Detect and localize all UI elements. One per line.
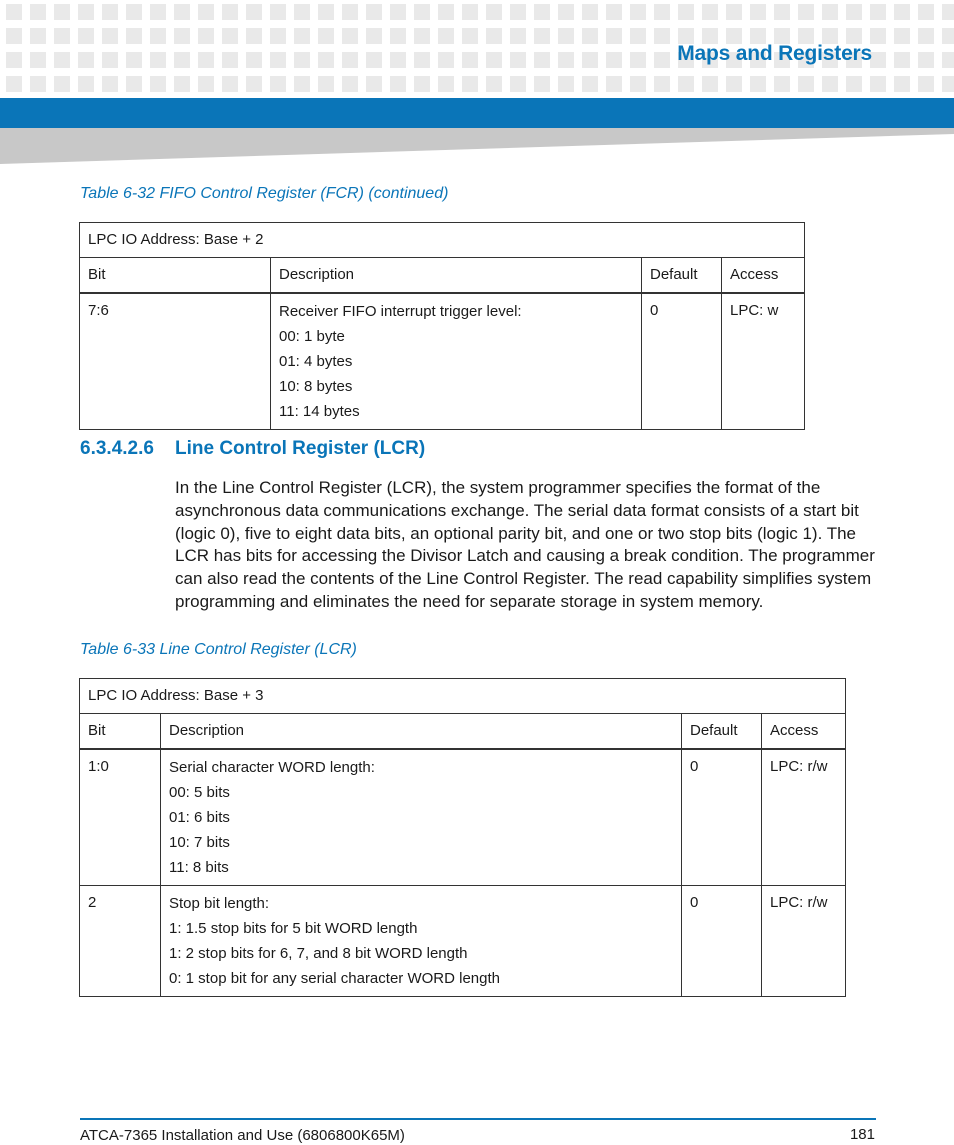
pattern-square xyxy=(246,4,262,20)
pattern-square xyxy=(630,28,646,44)
pattern-square xyxy=(318,4,334,20)
pattern-square xyxy=(102,28,118,44)
pattern-square xyxy=(702,4,718,20)
table-address-row xyxy=(80,679,846,714)
pattern-square xyxy=(198,4,214,20)
address-cell: LPC IO Address: Base + 2 xyxy=(80,223,805,258)
pattern-square xyxy=(222,76,238,92)
pattern-square xyxy=(750,76,766,92)
pattern-square xyxy=(174,28,190,44)
pattern-square xyxy=(582,28,598,44)
pattern-square xyxy=(510,52,526,68)
pattern-square xyxy=(510,28,526,44)
pattern-square xyxy=(486,76,502,92)
description-line: 1: 2 stop bits for 6, 7, and 8 bit WORD length xyxy=(169,945,468,962)
default-cell: 0 xyxy=(682,749,762,886)
pattern-square xyxy=(246,52,262,68)
description-line: 00: 1 byte xyxy=(279,328,345,345)
pattern-square xyxy=(486,52,502,68)
description-cell xyxy=(271,293,642,430)
pattern-square xyxy=(246,76,262,92)
bit-cell: 1:0 xyxy=(80,749,161,886)
pattern-square xyxy=(894,76,910,92)
pattern-square xyxy=(270,28,286,44)
pattern-square xyxy=(174,52,190,68)
pattern-square xyxy=(606,52,622,68)
pattern-square xyxy=(438,4,454,20)
column-header: Access xyxy=(762,714,846,750)
pattern-square xyxy=(822,4,838,20)
pattern-square xyxy=(318,28,334,44)
pattern-square xyxy=(918,76,934,92)
page-number: 181 xyxy=(849,1126,875,1143)
pattern-square xyxy=(942,52,954,68)
table-header-row xyxy=(80,714,846,750)
pattern-square xyxy=(582,76,598,92)
chapter-title: Maps and Registers xyxy=(677,42,872,65)
pattern-square xyxy=(942,76,954,92)
default-cell: 0 xyxy=(642,293,722,430)
pattern-square xyxy=(630,4,646,20)
pattern-square xyxy=(726,76,742,92)
pattern-square xyxy=(534,4,550,20)
pattern-square xyxy=(702,76,718,92)
pattern-square xyxy=(174,4,190,20)
table-row xyxy=(80,749,846,886)
pattern-square xyxy=(222,52,238,68)
description-line: 11: 8 bits xyxy=(169,859,229,876)
pattern-square xyxy=(582,4,598,20)
pattern-square xyxy=(534,52,550,68)
section-heading xyxy=(80,438,425,460)
pattern-square xyxy=(438,76,454,92)
pattern-square xyxy=(414,76,430,92)
pattern-square xyxy=(294,4,310,20)
pattern-square xyxy=(366,52,382,68)
default-cell: 0 xyxy=(682,886,762,997)
header-swoosh xyxy=(0,128,954,164)
pattern-square xyxy=(822,76,838,92)
pattern-square xyxy=(78,28,94,44)
pattern-square xyxy=(918,4,934,20)
column-header: Description xyxy=(271,258,642,294)
address-cell: LPC IO Address: Base + 3 xyxy=(80,679,846,714)
pattern-square xyxy=(366,76,382,92)
description-line: 01: 6 bits xyxy=(169,809,230,826)
pattern-square xyxy=(726,4,742,20)
pattern-square xyxy=(54,4,70,20)
pattern-square xyxy=(606,28,622,44)
pattern-square xyxy=(462,28,478,44)
pattern-square xyxy=(6,76,22,92)
pattern-square xyxy=(318,52,334,68)
pattern-square xyxy=(630,76,646,92)
description-line: 10: 8 bytes xyxy=(279,378,353,395)
pattern-square xyxy=(30,28,46,44)
pattern-square xyxy=(366,4,382,20)
pattern-square xyxy=(558,76,574,92)
pattern-square xyxy=(414,52,430,68)
column-header: Bit xyxy=(80,258,271,294)
pattern-square xyxy=(270,4,286,20)
pattern-square xyxy=(342,4,358,20)
pattern-square xyxy=(654,52,670,68)
pattern-square xyxy=(798,4,814,20)
pattern-square xyxy=(78,76,94,92)
pattern-square xyxy=(414,28,430,44)
pattern-square xyxy=(390,76,406,92)
pattern-square xyxy=(150,4,166,20)
pattern-square xyxy=(438,28,454,44)
pattern-square xyxy=(342,76,358,92)
pattern-square xyxy=(918,28,934,44)
pattern-square xyxy=(150,76,166,92)
pattern-square xyxy=(270,76,286,92)
access-cell: LPC: r/w xyxy=(762,749,846,886)
pattern-square xyxy=(270,52,286,68)
pattern-square xyxy=(198,52,214,68)
pattern-square xyxy=(750,4,766,20)
header-band xyxy=(0,98,954,128)
pattern-square xyxy=(78,4,94,20)
section-body: In the Line Control Register (LCR), the system programmer specifies the format of the asynchronous data communications exchange. The serial data format consists of a start bit (logic 0), five to eight data bits, an optional parity bit, and one or two stop bits (logic 1). The LCR has bits for accessing the Divisor Latch and causing a break condition. The programmer can also read the contents of the Line Control Register. The read capability simplifies system programming and eliminates the need for separate storage in system memory. xyxy=(175,478,875,611)
pattern-square xyxy=(558,52,574,68)
pattern-square xyxy=(414,4,430,20)
description-line: Stop bit length: xyxy=(169,895,270,912)
pattern-square xyxy=(894,4,910,20)
pattern-square xyxy=(246,28,262,44)
table-address-row xyxy=(80,223,805,258)
description-line: 0: 1 stop bit for any serial character WORD length xyxy=(169,970,500,987)
pattern-square xyxy=(102,52,118,68)
description-line: 10: 7 bits xyxy=(169,834,230,851)
description-line: Serial character WORD length: xyxy=(169,759,375,776)
footer-doc-title: ATCA-7365 Installation and Use (6806800K65M) xyxy=(80,1127,405,1144)
column-header: Default xyxy=(642,258,722,294)
pattern-square xyxy=(654,76,670,92)
pattern-square xyxy=(318,76,334,92)
pattern-square xyxy=(150,52,166,68)
table-row xyxy=(80,293,805,430)
pattern-square xyxy=(294,52,310,68)
section-number: 6.3.4.2.6 xyxy=(80,438,154,459)
pattern-square xyxy=(462,4,478,20)
column-header: Bit xyxy=(80,714,161,750)
pattern-square xyxy=(606,76,622,92)
pattern-square xyxy=(486,28,502,44)
pattern-square xyxy=(30,4,46,20)
section-title: Line Control Register (LCR) xyxy=(175,438,426,459)
column-header: Description xyxy=(161,714,682,750)
footer-rule xyxy=(80,1118,876,1120)
pattern-square xyxy=(342,52,358,68)
pattern-square xyxy=(870,52,886,68)
description-line: 11: 14 bytes xyxy=(279,403,360,420)
pattern-square xyxy=(102,76,118,92)
pattern-square xyxy=(606,4,622,20)
pattern-square xyxy=(798,76,814,92)
pattern-square xyxy=(534,28,550,44)
pattern-square xyxy=(678,76,694,92)
description-line: 1: 1.5 stop bits for 5 bit WORD length xyxy=(169,920,418,937)
pattern-square xyxy=(894,52,910,68)
pattern-square xyxy=(126,76,142,92)
description-line: Receiver FIFO interrupt trigger level: xyxy=(279,303,522,320)
bit-cell: 2 xyxy=(80,886,161,997)
pattern-square xyxy=(630,52,646,68)
pattern-square xyxy=(294,76,310,92)
bit-cell: 7:6 xyxy=(80,293,271,430)
pattern-square xyxy=(558,28,574,44)
description-cell xyxy=(161,749,682,886)
column-header: Default xyxy=(682,714,762,750)
access-cell: LPC: w xyxy=(722,293,805,430)
pattern-square xyxy=(510,4,526,20)
pattern-square xyxy=(462,76,478,92)
pattern-square xyxy=(654,28,670,44)
table-header-row xyxy=(80,258,805,294)
pattern-square xyxy=(870,4,886,20)
pattern-square xyxy=(390,4,406,20)
pattern-square xyxy=(366,28,382,44)
pattern-square xyxy=(654,4,670,20)
pattern-square xyxy=(102,4,118,20)
pattern-square xyxy=(534,76,550,92)
pattern-square xyxy=(6,28,22,44)
pattern-square xyxy=(222,28,238,44)
pattern-square xyxy=(30,76,46,92)
pattern-square xyxy=(78,52,94,68)
pattern-square xyxy=(870,76,886,92)
pattern-square xyxy=(558,4,574,20)
pattern-square xyxy=(6,4,22,20)
pattern-square xyxy=(774,76,790,92)
pattern-square xyxy=(294,28,310,44)
pattern-square xyxy=(918,52,934,68)
pattern-square xyxy=(774,4,790,20)
pattern-square xyxy=(174,76,190,92)
pattern-square xyxy=(54,76,70,92)
pattern-square xyxy=(198,28,214,44)
pattern-square xyxy=(222,4,238,20)
pattern-square xyxy=(126,4,142,20)
pattern-square xyxy=(390,52,406,68)
pattern-square xyxy=(894,28,910,44)
fcr-table xyxy=(79,222,805,430)
table-row xyxy=(80,886,846,997)
pattern-square xyxy=(582,52,598,68)
pattern-square xyxy=(438,52,454,68)
pattern-square xyxy=(54,28,70,44)
pattern-square xyxy=(390,28,406,44)
pattern-square xyxy=(870,28,886,44)
table-caption: Table 6-32 FIFO Control Register (FCR) (continued) xyxy=(80,185,449,202)
pattern-square xyxy=(486,4,502,20)
description-line: 01: 4 bytes xyxy=(279,353,353,370)
pattern-square xyxy=(846,76,862,92)
pattern-square xyxy=(462,52,478,68)
pattern-square xyxy=(6,52,22,68)
pattern-square xyxy=(942,28,954,44)
pattern-square xyxy=(942,4,954,20)
access-cell: LPC: r/w xyxy=(762,886,846,997)
pattern-square xyxy=(198,76,214,92)
pattern-square xyxy=(342,28,358,44)
pattern-square xyxy=(150,28,166,44)
pattern-square xyxy=(846,4,862,20)
pattern-square xyxy=(54,52,70,68)
pattern-square xyxy=(678,4,694,20)
pattern-square xyxy=(510,76,526,92)
table-caption: Table 6-33 Line Control Register (LCR) xyxy=(80,641,357,658)
pattern-square xyxy=(126,52,142,68)
description-cell xyxy=(161,886,682,997)
column-header: Access xyxy=(722,258,805,294)
description-line: 00: 5 bits xyxy=(169,784,230,801)
pattern-square xyxy=(126,28,142,44)
lcr-table xyxy=(79,678,846,997)
pattern-square xyxy=(30,52,46,68)
